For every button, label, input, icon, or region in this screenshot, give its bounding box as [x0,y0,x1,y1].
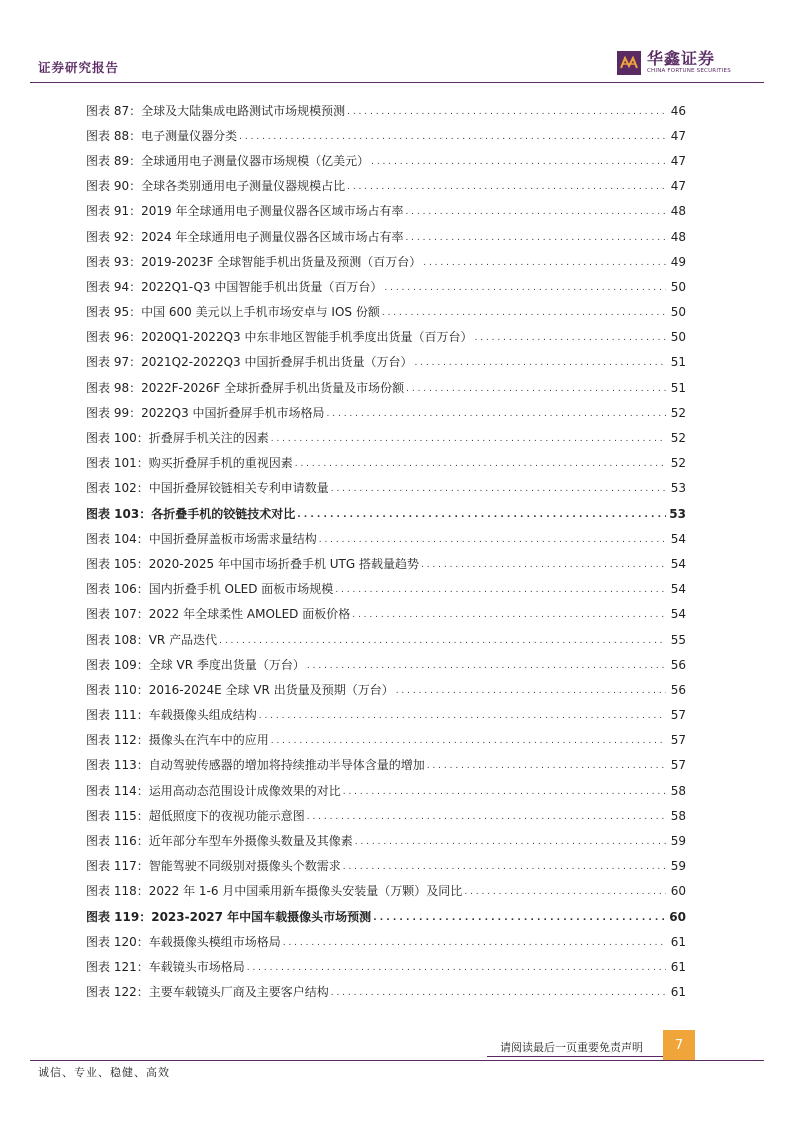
toc-entry-label: 图表 120：车载摄像头模组市场格局 [86,934,281,949]
toc-leader-dots [343,857,666,875]
toc-entry-label: 图表 95：中国 600 美元以上手机市场安卓与 IOS 份额 [86,305,380,320]
brand-name-cn: 华鑫证券 [647,49,716,68]
toc-entry[interactable] [86,627,686,652]
toc-entry-page: 51 [670,355,686,370]
toc-entry-page: 52 [670,431,686,446]
toc-leader-dots [283,933,666,951]
toc-entry[interactable] [86,400,686,425]
toc-entry-label: 图表 103：各折叠手机的铰链技术对比 [86,506,296,521]
toc-leader-dots [271,429,666,447]
toc-entry-page: 61 [670,934,686,949]
table-of-figures [86,98,686,1005]
toc-entry-page: 50 [670,305,686,320]
toc-entry-label: 图表 98：2022F-2026F 全球折叠屏手机出货量及市场份额 [86,380,405,395]
toc-leader-dots [384,278,666,296]
toc-entry-label: 图表 102：中国折叠屏铰链相关专利申请数量 [86,481,329,496]
toc-entry[interactable] [86,224,686,249]
toc-entry[interactable] [86,551,686,576]
toc-entry-label: 图表 108：VR 产品迭代 [86,632,218,647]
toc-entry[interactable] [86,778,686,803]
toc-entry-label: 图表 116：近年部分车型车外摄像头数量及其像素 [86,834,353,849]
toc-leader-dots [414,353,666,371]
toc-leader-dots [371,152,666,170]
toc-entry-label: 图表 111：车载摄像头组成结构 [86,708,257,723]
toc-entry-label: 图表 114：运用高动态范围设计成像效果的对比 [86,783,341,798]
toc-entry-page: 58 [670,808,686,823]
toc-entry[interactable] [86,929,686,954]
toc-entry-page: 61 [670,959,686,974]
toc-entry-page: 59 [670,859,686,874]
header-divider [30,82,764,83]
toc-entry-page: 47 [670,179,686,194]
toc-entry-page: 58 [670,783,686,798]
footer-motto: 诚信、专业、稳健、高效 [38,1066,170,1079]
toc-entry-page: 48 [670,229,686,244]
toc-entry-label: 图表 101：购买折叠屏手机的重视因素 [86,456,293,471]
toc-entry-label: 图表 97：2021Q2-2022Q3 中国折叠屏手机出货量（万台） [86,355,413,370]
toc-entry[interactable] [86,728,686,753]
toc-leader-dots [423,253,666,271]
toc-entry-page: 55 [670,632,686,647]
toc-leader-dots [352,605,666,623]
toc-entry-page: 52 [670,405,686,420]
toc-leader-dots [347,102,666,120]
toc-entry-label: 图表 96：2020Q1-2022Q3 中东非地区智能手机季度出货量（百万台） [86,330,473,345]
toc-leader-dots [421,555,666,573]
toc-entry-page: 52 [670,456,686,471]
toc-entry-page: 46 [670,103,686,118]
toc-entry-page: 60 [670,884,686,899]
toc-leader-dots [474,328,666,346]
toc-entry-page: 47 [670,153,686,168]
toc-entry[interactable] [86,904,686,929]
footer-divider [30,1060,764,1061]
toc-entry[interactable] [86,879,686,904]
toc-entry-label: 图表 105：2020-2025 年中国市场折叠手机 UTG 搭载量趋势 [86,556,419,571]
toc-entry-page: 47 [670,128,686,143]
toc-entry-label: 图表 118：2022 年 1-6 月中国乘用新车摄像头安装量（万颗）及同比 [86,884,463,899]
toc-entry-label: 图表 99：2022Q3 中国折叠屏手机市场格局 [86,405,325,420]
toc-entry-label: 图表 89：全球通用电子测量仪器市场规模（亿美元） [86,153,370,168]
toc-entry-label: 图表 91：2019 年全球通用电子测量仪器各区域市场占有率 [86,204,404,219]
toc-entry-page: 54 [670,582,686,597]
toc-entry-page: 57 [670,758,686,773]
toc-entry-label: 图表 94：2022Q1-Q3 中国智能手机出货量（百万台） [86,279,383,294]
toc-entry[interactable] [86,249,686,274]
toc-entry-label: 图表 109：全球 VR 季度出货量（万台） [86,657,305,672]
toc-entry[interactable] [86,123,686,148]
toc-entry[interactable] [86,526,686,551]
toc-entry[interactable] [86,602,686,627]
toc-entry[interactable] [86,300,686,325]
toc-entry-page: 56 [670,682,686,697]
toc-entry-label: 图表 110：2016-2024E 全球 VR 出货量及预期（万台） [86,682,394,697]
toc-entry[interactable] [86,451,686,476]
toc-entry-page: 54 [670,607,686,622]
toc-entry-label: 图表 121：车载镜头市场格局 [86,959,245,974]
page-number: 7 [663,1030,695,1060]
toc-entry-label: 图表 92：2024 年全球通用电子测量仪器各区域市场占有率 [86,229,404,244]
toc-leader-dots [406,379,666,397]
toc-leader-dots [335,580,666,598]
toc-leader-dots [427,756,666,774]
toc-leader-dots [343,782,666,800]
toc-entry-page: 59 [670,834,686,849]
toc-leader-dots [382,303,666,321]
toc-leader-dots [405,202,666,220]
toc-entry-page: 51 [670,380,686,395]
toc-entry[interactable] [86,350,686,375]
toc-leader-dots [319,530,666,548]
toc-entry-page: 61 [670,985,686,1000]
toc-entry-page: 50 [670,330,686,345]
toc-entry-page: 54 [670,531,686,546]
toc-leader-dots [271,731,666,749]
toc-entry[interactable] [86,148,686,173]
toc-leader-dots [307,807,666,825]
toc-entry[interactable] [86,753,686,778]
report-header-title: 证券研究报告 [38,60,120,75]
toc-leader-dots [396,681,666,699]
toc-entry-page: 54 [670,556,686,571]
toc-leader-dots [464,882,666,900]
toc-entry-label: 图表 100：折叠屏手机关注的因素 [86,431,269,446]
toc-entry-label: 图表 104：中国折叠屏盖板市场需求量结构 [86,531,317,546]
toc-entry[interactable] [86,199,686,224]
toc-entry[interactable] [86,98,686,123]
toc-entry[interactable] [86,174,686,199]
toc-entry[interactable] [86,476,686,501]
toc-entry-label: 图表 88：电子测量仪器分类 [86,128,238,143]
toc-entry-page: 53 [670,481,686,496]
toc-entry[interactable] [86,501,686,526]
toc-leader-dots [219,631,666,649]
toc-entry[interactable] [86,577,686,602]
toc-entry-label: 图表 90：全球各类别通用电子测量仪器规模占比 [86,179,346,194]
disclaimer-notice: 请阅读最后一页重要免责声明 [500,1041,643,1054]
toc-leader-dots [347,177,666,195]
toc-entry[interactable] [86,375,686,400]
toc-leader-dots [247,958,666,976]
toc-leader-dots [331,479,666,497]
toc-entry[interactable] [86,854,686,879]
toc-entry[interactable] [86,954,686,979]
toc-entry-label: 图表 122：主要车载镜头厂商及主要客户结构 [86,985,329,1000]
toc-leader-dots [259,706,666,724]
toc-entry-page: 57 [670,708,686,723]
toc-leader-dots [327,404,666,422]
toc-entry-page: 57 [670,733,686,748]
brand-logo-icon [617,51,641,75]
toc-entry[interactable] [86,980,686,1005]
toc-entry-label: 图表 106：国内折叠手机 OLED 面板市场规模 [86,582,334,597]
toc-leader-dots [355,832,666,850]
toc-entry-label: 图表 119：2023-2027 年中国车载摄像头市场预测 [86,909,372,924]
toc-leader-dots [295,454,666,472]
toc-leader-dots [331,983,666,1001]
toc-leader-dots [307,656,666,674]
toc-leader-dots [239,127,666,145]
toc-entry-page: 48 [670,204,686,219]
footer-notice-underline [487,1056,663,1057]
toc-entry[interactable] [86,677,686,702]
toc-entry-label: 图表 112：摄像头在汽车中的应用 [86,733,269,748]
toc-entry-page: 53 [669,506,686,521]
brand-name-en: CHINA FORTUNE SECURITIES [647,68,731,74]
toc-entry[interactable] [86,425,686,450]
toc-leader-dots [405,228,666,246]
toc-entry-label: 图表 115：超低照度下的夜视功能示意图 [86,808,305,823]
toc-entry-label: 图表 117：智能驾驶不同级别对摄像头个数需求 [86,859,341,874]
toc-entry-page: 49 [670,254,686,269]
toc-entry[interactable] [86,274,686,299]
toc-entry[interactable] [86,828,686,853]
toc-entry[interactable] [86,703,686,728]
toc-entry-page: 50 [670,279,686,294]
toc-entry[interactable] [86,652,686,677]
toc-entry-label: 图表 107：2022 年全球柔性 AMOLED 面板价格 [86,607,351,622]
toc-leader-dots [297,505,666,523]
toc-entry-label: 图表 87：全球及大陆集成电路测试市场规模预测 [86,103,346,118]
brand-logo [617,50,731,75]
toc-entry-page: 60 [669,909,686,924]
toc-leader-dots [373,908,666,926]
toc-entry[interactable] [86,803,686,828]
toc-entry-label: 图表 93：2019-2023F 全球智能手机出货量及预测（百万台） [86,254,422,269]
toc-entry-label: 图表 113：自动驾驶传感器的增加将持续推动半导体含量的增加 [86,758,425,773]
toc-entry-page: 56 [670,657,686,672]
toc-entry[interactable] [86,325,686,350]
